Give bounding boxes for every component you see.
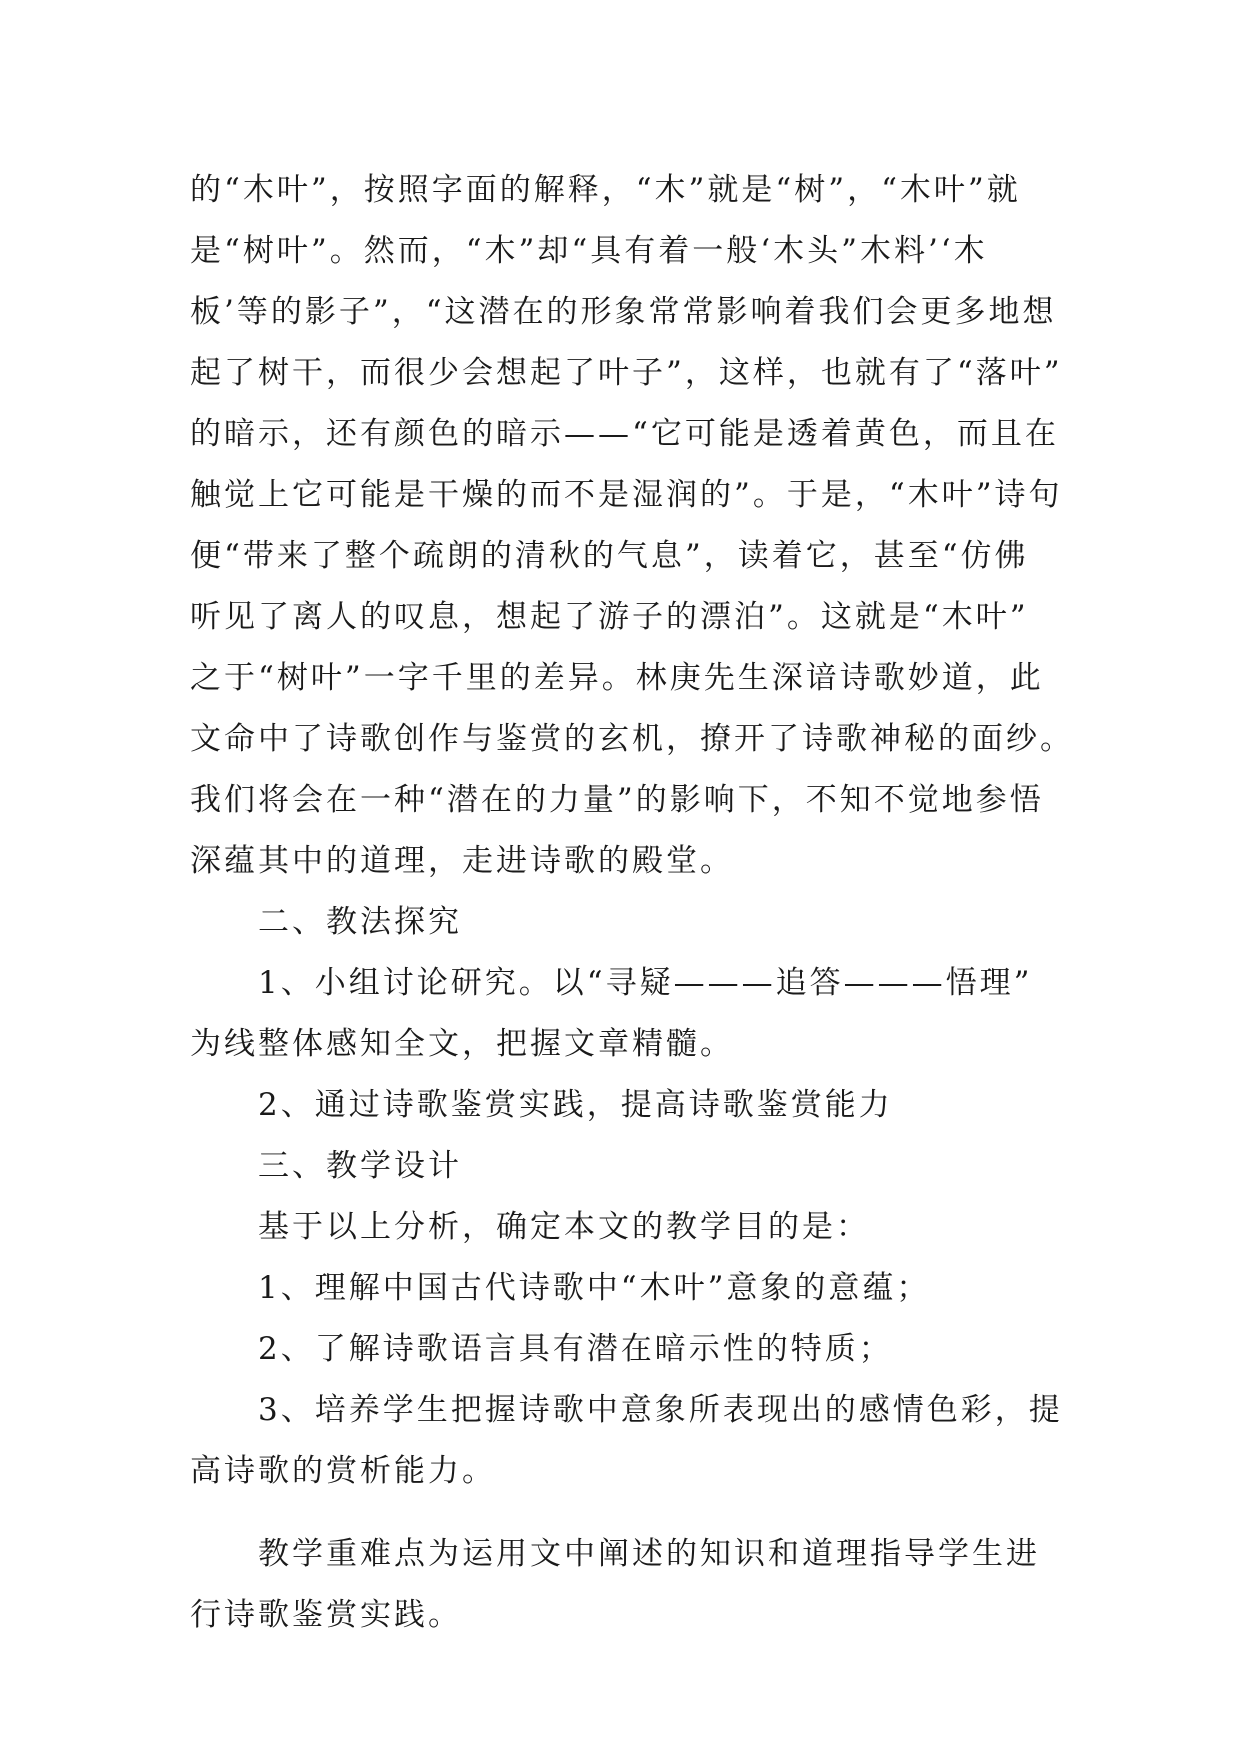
list-item: 1、理解中国古代诗歌中“木叶”意象的意蕴；	[190, 1270, 931, 1306]
text-line: 1、小组讨论研究。以“寻疑———追答———悟理”	[190, 965, 1033, 1001]
text-line: 我们将会在一种“潜在的力量”的影响下，不知不觉地参悟	[190, 782, 1044, 818]
text-line: 高诗歌的赏析能力。	[190, 1453, 496, 1489]
text-line: 深蕴其中的道理，走进诗歌的殿堂。	[190, 843, 734, 879]
text-line: 板’等的影子”，“这潜在的形象常常影响着我们会更多地想	[190, 294, 1057, 330]
text-line: 听见了离人的叹息，想起了游子的漂泊”。这就是“木叶”	[190, 599, 1029, 635]
text-line: 为线整体感知全文，把握文章精髓。	[190, 1026, 734, 1062]
text-line: 行诗歌鉴赏实践。	[190, 1597, 462, 1633]
text-line: 是“树叶”。然而，“木”却“具有着一般‘木头”木料’‘木	[190, 233, 988, 269]
text-line: 基于以上分析，确定本文的教学目的是：	[190, 1209, 870, 1245]
text-line: 的“木叶”，按照字面的解释，“木”就是“树”，“木叶”就	[190, 172, 1021, 208]
section-heading: 二、教法探究	[190, 904, 462, 940]
text-line: 教学重难点为运用文中阐述的知识和道理指导学生进	[190, 1536, 1040, 1572]
text-line: 起了树干，而很少会想起了叶子”，这样，也就有了“落叶”	[190, 355, 1063, 391]
text-line: 文命中了诗歌创作与鉴赏的玄机，撩开了诗歌神秘的面纱。	[190, 721, 1074, 757]
list-item: 2、了解诗歌语言具有潜在暗示性的特质；	[190, 1331, 893, 1367]
text-line: 便“带来了整个疏朗的清秋的气息”，读着它，甚至“仿佛	[190, 538, 1029, 574]
list-item: 3、培养学生把握诗歌中意象所表现出的感情色彩，提	[190, 1392, 1063, 1428]
section-heading: 三、教学设计	[190, 1148, 462, 1184]
body-text	[190, 160, 1090, 1646]
text-line: 触觉上它可能是干燥的而不是湿润的”。于是，“木叶”诗句	[190, 477, 1063, 513]
text-line: 2、通过诗歌鉴赏实践，提高诗歌鉴赏能力	[190, 1087, 893, 1123]
text-line: 之于“树叶”一字千里的差异。林庚先生深谙诗歌妙道，此	[190, 660, 1044, 696]
text-line: 的暗示，还有颜色的暗示——“它可能是透着黄色，而且在	[190, 416, 1059, 452]
